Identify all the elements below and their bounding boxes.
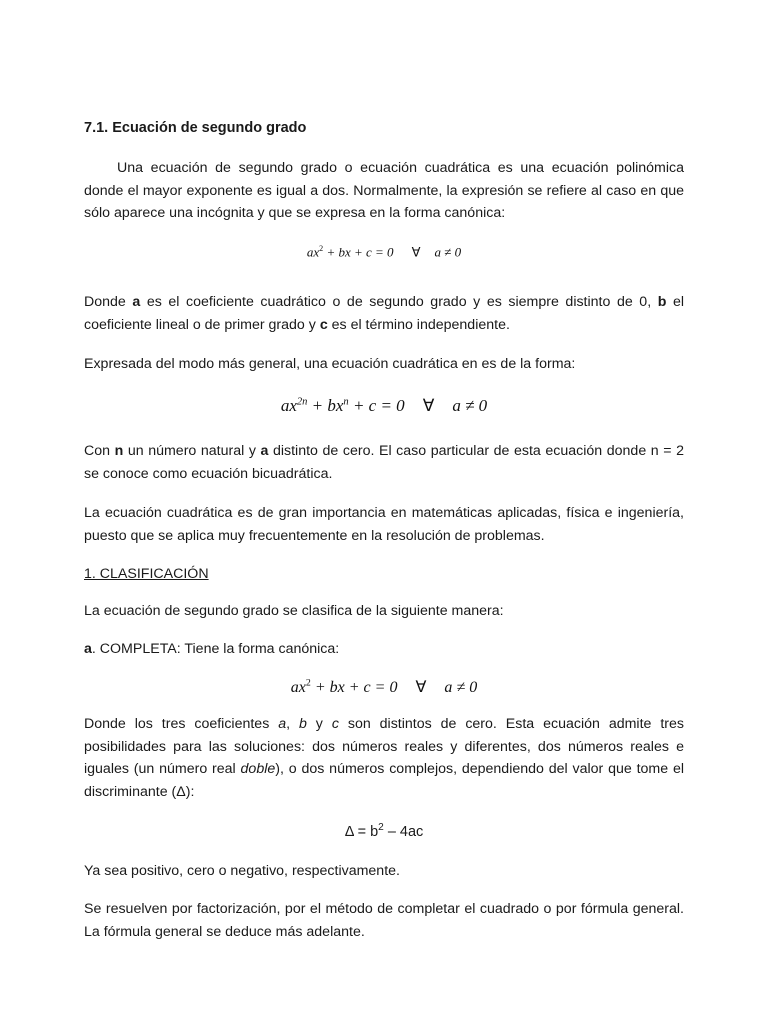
complete-paragraph: a. COMPLETA: Tiene la forma canónica: (84, 641, 340, 657)
solve-methods-paragraph: Se resuelven por factorización, por el método de completar el cuadrado o por fórmula general. La fórmula general se deduce más adelante. (84, 901, 684, 940)
equation-complete: $ax^2$ + bx + c = 0 ∀ a ≠ 0 (290, 677, 478, 696)
section-heading: 7.1. Ecuación de segundo grado (84, 120, 307, 136)
equation-general: $ax^{2n} + bx^n + c = 0$ ∀ a ≠ 0 (280, 396, 488, 415)
three-coefficients-paragraph: Donde los tres coeficientes a, b y c son distintos de cero. Esta ecuación admite tres posibilidades para las soluciones: dos números reales y diferentes, dos números reales e iguales (un número real doble), o dos números complejos, dependiendo del valor que tome el discriminante (Δ): (84, 716, 684, 800)
sign-paragraph: Ya sea positivo, cero o negativo, respectivamente. (84, 863, 400, 879)
coefficients-paragraph: Donde a es el coeficiente cuadrático o de segundo grado y es siempre distinto de 0, b el coeficiente lineal o de primer grado y c es el término independiente. (84, 294, 685, 333)
classification-paragraph: La ecuación de segundo grado se clasifica de la siguiente manera: (84, 603, 504, 619)
equation-canonical: $ax^2$ + bx + c = 0 ∀ a ≠ 0 (306, 244, 462, 260)
intro-paragraph: Una ecuación de segundo grado o ecuación cuadrática es una ecuación polinómica donde el mayor exponente es igual a dos. Normalmente, la expresión se refiere al caso en que sólo aparece una incógnita y que se expresa en la forma canónica: (84, 160, 684, 221)
general-form-paragraph: Expresada del modo más general, una ecuación cuadrática en es de la forma: (84, 356, 576, 372)
importance-paragraph: La ecuación cuadrática es de gran importancia en matemáticas aplicadas, física e ingeniería, puesto que se aplica muy frecuentemente en la resolución de problemas. (84, 505, 684, 544)
discriminant-formula: $\Delta = b^2 - 4ac$ (344, 822, 424, 840)
natural-number-paragraph: Con n un número natural y a distinto de cero. El caso particular de esta ecuación donde n = 2 se conoce como ecuación bicuadrática. (84, 443, 684, 482)
classification-title: 1. CLASIFICACIÓN (84, 566, 209, 582)
